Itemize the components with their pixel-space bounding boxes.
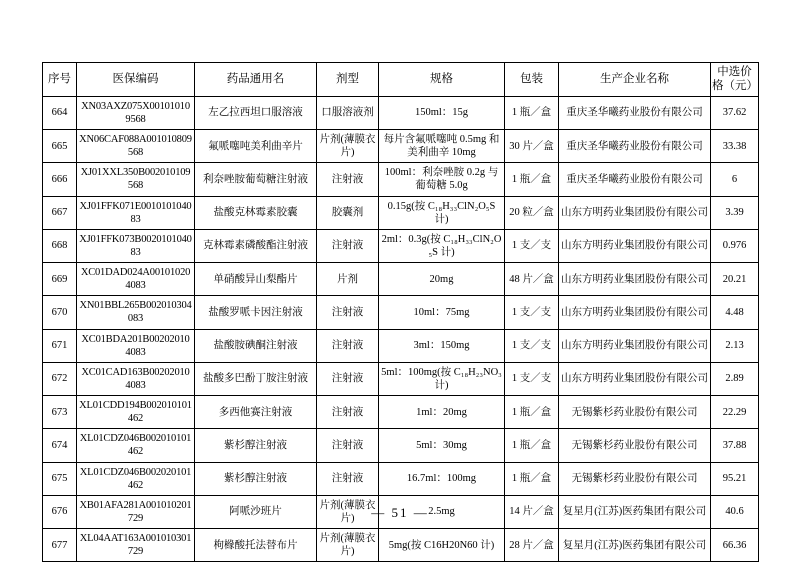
cell-pack: 1 瓶／盒 bbox=[505, 429, 559, 462]
cell-pack: 1 瓶／盒 bbox=[505, 96, 559, 129]
cell-pack: 1 瓶／盒 bbox=[505, 462, 559, 495]
cell-pack: 28 片／盒 bbox=[505, 529, 559, 562]
cell-price: 0.976 bbox=[711, 229, 759, 262]
cell-price: 95.21 bbox=[711, 462, 759, 495]
column-header-price: 中选价格（元） bbox=[711, 63, 759, 97]
cell-name: 利奈唑胺葡萄糖注射液 bbox=[195, 163, 317, 196]
cell-pack: 1 支／支 bbox=[505, 329, 559, 362]
column-header-spec: 规格 bbox=[379, 63, 505, 97]
cell-name: 盐酸罗哌卡因注射液 bbox=[195, 296, 317, 329]
cell-maker: 山东方明药业集团股份有限公司 bbox=[559, 362, 711, 395]
table-row bbox=[43, 130, 759, 163]
cell-maker: 山东方明药业集团股份有限公司 bbox=[559, 329, 711, 362]
table-header bbox=[43, 63, 759, 97]
cell-price: 2.13 bbox=[711, 329, 759, 362]
cell-code: XN01BBL265B002010304083 bbox=[77, 296, 195, 329]
cell-name: 盐酸克林霉素胶囊 bbox=[195, 196, 317, 229]
cell-price: 2.89 bbox=[711, 362, 759, 395]
cell-form: 注射液 bbox=[317, 396, 379, 429]
table-row bbox=[43, 196, 759, 229]
cell-spec: 1ml：20mg bbox=[379, 396, 505, 429]
cell-spec: 100ml：利奈唑胺 0.2g 与葡萄糖 5.0g bbox=[379, 163, 505, 196]
table-row bbox=[43, 163, 759, 196]
cell-form: 片剂 bbox=[317, 263, 379, 296]
drug-price-table-container bbox=[42, 62, 758, 562]
cell-index: 667 bbox=[43, 196, 77, 229]
cell-maker: 山东方明药业集团股份有限公司 bbox=[559, 263, 711, 296]
cell-maker: 复星月(江苏)医药集团有限公司 bbox=[559, 495, 711, 528]
cell-price: 40.6 bbox=[711, 495, 759, 528]
cell-price: 3.39 bbox=[711, 196, 759, 229]
cell-maker: 重庆圣华曦药业股份有限公司 bbox=[559, 130, 711, 163]
cell-code: XN03AXZ075X001010109568 bbox=[77, 96, 195, 129]
cell-spec: 20mg bbox=[379, 263, 505, 296]
cell-name: 盐酸胺碘酮注射液 bbox=[195, 329, 317, 362]
cell-index: 675 bbox=[43, 462, 77, 495]
cell-spec: 5ml：30mg bbox=[379, 429, 505, 462]
table-row bbox=[43, 96, 759, 129]
cell-pack: 1 支／支 bbox=[505, 296, 559, 329]
cell-spec: 0.15g(按 C₁₈H₃₃ClN₂O₅S 计) bbox=[379, 196, 505, 229]
cell-form: 注射液 bbox=[317, 163, 379, 196]
cell-price: 6 bbox=[711, 163, 759, 196]
cell-price: 33.38 bbox=[711, 130, 759, 163]
cell-form: 注射液 bbox=[317, 429, 379, 462]
cell-code: XJ01XXL350B002010109568 bbox=[77, 163, 195, 196]
cell-index: 670 bbox=[43, 296, 77, 329]
cell-code: XC01CAD163B002020104083 bbox=[77, 362, 195, 395]
cell-spec: 5ml：100mg(按 C₁₈H₂₃NO₃ 计) bbox=[379, 362, 505, 395]
table-row bbox=[43, 429, 759, 462]
table-row bbox=[43, 296, 759, 329]
table-header-row bbox=[43, 63, 759, 97]
cell-maker: 无锡紫杉药业股份有限公司 bbox=[559, 429, 711, 462]
cell-index: 666 bbox=[43, 163, 77, 196]
cell-pack: 1 支／支 bbox=[505, 229, 559, 262]
cell-form: 胶囊剂 bbox=[317, 196, 379, 229]
cell-spec: 2.5mg bbox=[379, 495, 505, 528]
cell-spec: 每片含氟哌噻吨 0.5mg 和美利曲辛 10mg bbox=[379, 130, 505, 163]
cell-price: 37.62 bbox=[711, 96, 759, 129]
table-row bbox=[43, 529, 759, 562]
cell-pack: 1 瓶／盒 bbox=[505, 163, 559, 196]
cell-index: 664 bbox=[43, 96, 77, 129]
cell-name: 阿哌沙班片 bbox=[195, 495, 317, 528]
cell-maker: 山东方明药业集团股份有限公司 bbox=[559, 296, 711, 329]
table-row bbox=[43, 263, 759, 296]
cell-name: 紫杉醇注射液 bbox=[195, 462, 317, 495]
cell-pack: 1 支／支 bbox=[505, 362, 559, 395]
cell-maker: 山东方明药业集团股份有限公司 bbox=[559, 196, 711, 229]
cell-form: 口服溶液剂 bbox=[317, 96, 379, 129]
cell-maker: 重庆圣华曦药业股份有限公司 bbox=[559, 163, 711, 196]
column-header-code: 医保编码 bbox=[77, 63, 195, 97]
cell-index: 676 bbox=[43, 495, 77, 528]
cell-form: 注射液 bbox=[317, 329, 379, 362]
cell-maker: 无锡紫杉药业股份有限公司 bbox=[559, 396, 711, 429]
cell-code: XL01CDD194B002010101462 bbox=[77, 396, 195, 429]
cell-spec: 10ml：75mg bbox=[379, 296, 505, 329]
cell-pack: 1 瓶／盒 bbox=[505, 396, 559, 429]
cell-form: 片剂(薄膜衣片) bbox=[317, 130, 379, 163]
table-row bbox=[43, 462, 759, 495]
page-number: — 51 — bbox=[371, 505, 429, 520]
cell-spec: 3ml：150mg bbox=[379, 329, 505, 362]
cell-price: 22.29 bbox=[711, 396, 759, 429]
cell-index: 677 bbox=[43, 529, 77, 562]
cell-name: 单硝酸异山梨酯片 bbox=[195, 263, 317, 296]
cell-maker: 山东方明药业集团股份有限公司 bbox=[559, 229, 711, 262]
cell-spec: 150ml：15g bbox=[379, 96, 505, 129]
cell-index: 672 bbox=[43, 362, 77, 395]
table-row bbox=[43, 396, 759, 429]
cell-spec: 2ml：0.3g(按 C₁₈H₃₃ClN₂O₅S 计) bbox=[379, 229, 505, 262]
cell-spec: 16.7ml：100mg bbox=[379, 462, 505, 495]
cell-code: XN06CAF088A001010809568 bbox=[77, 130, 195, 163]
column-header-maker: 生产企业名称 bbox=[559, 63, 711, 97]
cell-code: XC01BDA201B002020104083 bbox=[77, 329, 195, 362]
cell-maker: 重庆圣华曦药业股份有限公司 bbox=[559, 96, 711, 129]
cell-code: XJ01FFK073B002010104083 bbox=[77, 229, 195, 262]
cell-maker: 复星月(江苏)医药集团有限公司 bbox=[559, 529, 711, 562]
drug-price-table bbox=[42, 62, 759, 562]
cell-form: 片剂(薄膜衣片) bbox=[317, 529, 379, 562]
cell-maker: 无锡紫杉药业股份有限公司 bbox=[559, 462, 711, 495]
column-header-form: 剂型 bbox=[317, 63, 379, 97]
cell-code: XJ01FFK071E001010104083 bbox=[77, 196, 195, 229]
cell-index: 668 bbox=[43, 229, 77, 262]
cell-form: 注射液 bbox=[317, 229, 379, 262]
table-row bbox=[43, 329, 759, 362]
cell-name: 左乙拉西坦口服溶液 bbox=[195, 96, 317, 129]
cell-name: 盐酸多巴酚丁胺注射液 bbox=[195, 362, 317, 395]
column-header-name: 药品通用名 bbox=[195, 63, 317, 97]
cell-index: 665 bbox=[43, 130, 77, 163]
cell-name: 克林霉素磷酸酯注射液 bbox=[195, 229, 317, 262]
cell-name: 氟哌噻吨美利曲辛片 bbox=[195, 130, 317, 163]
cell-name: 多西他赛注射液 bbox=[195, 396, 317, 429]
table-row bbox=[43, 229, 759, 262]
cell-price: 37.88 bbox=[711, 429, 759, 462]
cell-name: 紫杉醇注射液 bbox=[195, 429, 317, 462]
cell-pack: 30 片／盒 bbox=[505, 130, 559, 163]
column-header-pack: 包装 bbox=[505, 63, 559, 97]
cell-pack: 14 片／盒 bbox=[505, 495, 559, 528]
column-header-index: 序号 bbox=[43, 63, 77, 97]
cell-form: 注射液 bbox=[317, 462, 379, 495]
table-row bbox=[43, 362, 759, 395]
cell-index: 674 bbox=[43, 429, 77, 462]
cell-pack: 20 粒／盒 bbox=[505, 196, 559, 229]
cell-price: 4.48 bbox=[711, 296, 759, 329]
cell-code: XB01AFA281A001010201729 bbox=[77, 495, 195, 528]
cell-code: XL01CDZ046B002010101462 bbox=[77, 429, 195, 462]
cell-code: XL04AAT163A001010301729 bbox=[77, 529, 195, 562]
table-body bbox=[43, 96, 759, 562]
cell-price: 66.36 bbox=[711, 529, 759, 562]
cell-form: 注射液 bbox=[317, 362, 379, 395]
cell-code: XC01DAD024A001010204083 bbox=[77, 263, 195, 296]
cell-index: 673 bbox=[43, 396, 77, 429]
cell-spec: 5mg(按 C16H20N60 计) bbox=[379, 529, 505, 562]
cell-index: 671 bbox=[43, 329, 77, 362]
cell-name: 枸橼酸托法替布片 bbox=[195, 529, 317, 562]
cell-form: 注射液 bbox=[317, 296, 379, 329]
cell-pack: 48 片／盒 bbox=[505, 263, 559, 296]
cell-code: XL01CDZ046B002020101462 bbox=[77, 462, 195, 495]
cell-price: 20.21 bbox=[711, 263, 759, 296]
cell-index: 669 bbox=[43, 263, 77, 296]
cell-form: 片剂(薄膜衣片) bbox=[317, 495, 379, 528]
